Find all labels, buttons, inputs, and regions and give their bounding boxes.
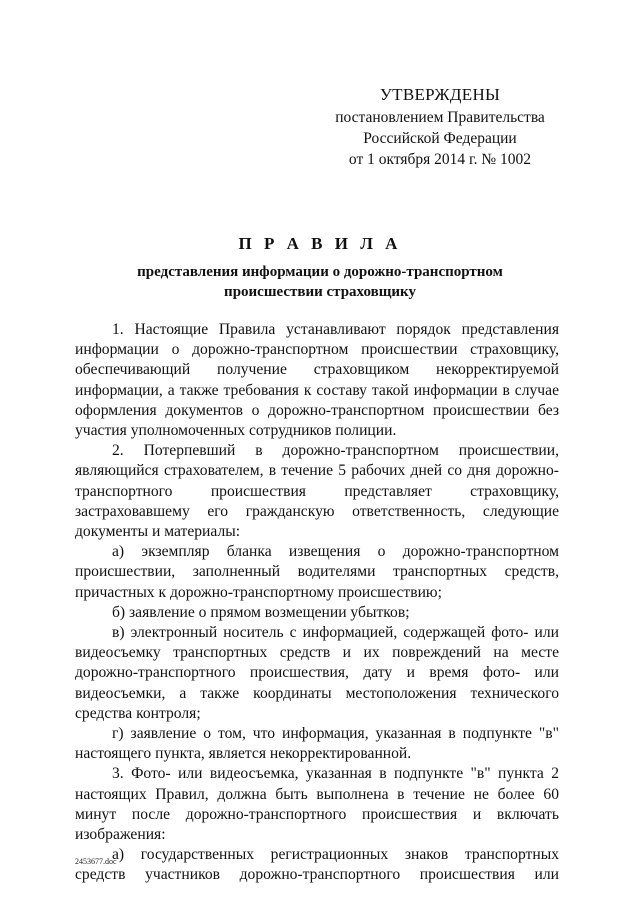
approval-line-3: от 1 октября 2014 г. № 1002 <box>348 151 532 168</box>
document-title: П Р А В И Л А <box>238 234 402 253</box>
subitem-2a: а) экземпляр бланка извещения о дорожно-транспортном происшествии, заполненный водителями транспортных средств, причастных к дорожно-транспортному происшествию; <box>75 543 559 601</box>
approval-block <box>330 84 550 170</box>
paragraph-1: 1. Настоящие Правила устанавливают порядок представления информации о дорожно-транспортном происшествии страховщику, обеспечивающий получение страховщиком некорректируемой информации, а также требования к составу такой информации в случае оформления документов о дорожно-транспортном происшествии без участия уполномоченных сотрудников полиции. <box>75 321 559 440</box>
subitem-2g: г) заявление о том, что информация, указанная в подпункте "в" настоящего пункта, является некорректированной. <box>75 725 559 763</box>
subitem-3a: а) государственных регистрационных знаков транспортных средств участников дорожно-транспортного происшествия или <box>75 846 559 884</box>
subitem-2v: в) электронный носитель с информацией, содержащей фото- или видеосъемку транспортных средств и их повреждений на месте дорожно-транспортного происшествия, дату и время фото- или видеосъемки, а также координаты местоположения технического средства контроля; <box>75 624 559 722</box>
approval-heading: УТВЕРЖДЕНЫ <box>379 85 501 104</box>
file-name-footer: 2453677.doc <box>75 857 117 866</box>
subtitle-line-1: представления информации о дорожно-транспортном <box>137 264 503 280</box>
subtitle-line-2: происшествии страховщику <box>224 284 416 300</box>
paragraph-2: 2. Потерпевший в дорожно-транспортном происшествии, являющийся страхователем, в течение 5 рабочих дней со дня дорожно-транспортного происшествия представляет страховщику, застраховавшему его гражданскую ответственность, следующие документы и материалы: <box>75 442 559 541</box>
approval-line-1: постановлением Правительства <box>335 109 545 126</box>
paragraph-3: 3. Фото- или видеосъемка, указанная в подпункте "в" пункта 2 настоящих Правил, должна быть выполнена в течение не более 60 минут после дорожно-транспортного происшествия и включать изображения: <box>75 765 559 844</box>
document-subtitle <box>130 262 510 302</box>
approval-line-2: Российской Федерации <box>363 130 517 147</box>
document-body <box>75 320 559 886</box>
subitem-2b: б) заявление о прямом возмещении убытков; <box>112 603 410 621</box>
